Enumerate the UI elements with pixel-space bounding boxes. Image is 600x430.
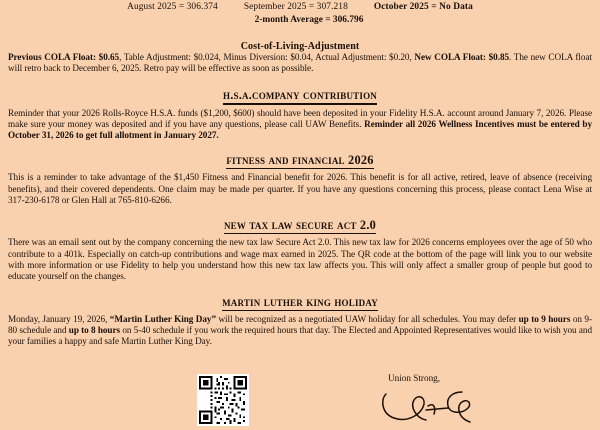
paragraph-mlk	[6, 314, 594, 348]
cpi-september: September 2025 = 307.218	[243, 2, 348, 12]
signature-image	[378, 384, 528, 430]
union-strong-text: Union Strong,	[388, 373, 441, 383]
paragraph-mlk-p1: Monday, January 19, 2026,	[8, 313, 110, 324]
heading-hsa-rest: company contribution	[252, 87, 377, 102]
paragraph-mlk-bold-8hours: up to 8 hours	[68, 324, 121, 335]
cola-adjustments: , Table Adjustment: $0.024, Minus Diversion: $0.04, Actual Adjustment: $0.20,	[119, 52, 415, 62]
cpi-october: October 2025 = No Data	[373, 2, 473, 12]
cola-paragraph	[6, 52, 594, 75]
page-footer	[0, 370, 600, 400]
cola-previous-float: Previous COLA Float: $0.65	[8, 52, 120, 62]
heading-hsa-text	[223, 88, 377, 105]
heading-hsa-company-contribution	[6, 86, 594, 105]
paragraph-hsa-wellness-bold: Reminder all 2026 Wellness Incentives must be entered by October 31, 2026 to get full allotment in January 2027.	[8, 118, 592, 141]
heading-fitness-text: fitness and financial 2026	[226, 153, 374, 168]
cola-new-float: New COLA Float: $0.85	[414, 52, 510, 62]
heading-mlk-text: martin luther king holiday	[222, 294, 378, 309]
heading-tax-text: new tax law secure act 2.0	[223, 218, 377, 233]
qr-code-svg	[199, 376, 247, 424]
cpi-two-month-average: 2-month Average = 306.796	[254, 15, 364, 25]
paragraph-fitness: This is a reminder to take advantage of the $1,450 Fitness and Financial benefit for 2026. This benefit is for all active, retired, leave of absence (receiving benefits), and their covered dependents. One claim may be made per quarter. If you have any questions concerning this process, please contact Lena Wise at 317-230-6178 or Glen Hall at 765-810-6266.	[8, 172, 592, 206]
heading-mlk-holiday	[6, 293, 594, 311]
paragraph-mlk-p3: on 9-80 schedule and	[8, 313, 592, 335]
paragraph-mlk-bold-day: “Martin Luther King Day”	[109, 313, 216, 324]
paragraph-mlk-bold-9hours: up to 9 hours	[518, 313, 571, 324]
paragraph-mlk-p4: on 5-40 schedule if you work the required hours that day. The Elected and Appointed Representatives would like to wish you and your families a happy and safe Martin Luther King Day.	[8, 324, 592, 347]
paragraph-mlk-p2: will be recognized as a negotiated UAW holiday for all schedules. You may defer	[216, 313, 519, 324]
qr-code-icon[interactable]	[197, 374, 249, 426]
cpi-august: August 2025 = 306.374	[127, 2, 218, 12]
heading-new-tax-law	[6, 216, 594, 234]
heading-hsa-lead: h.s.a.	[223, 87, 253, 102]
cola-title: Cost-of-Living-Adjustment	[240, 41, 360, 52]
paragraph-tax: There was an email sent out by the company concerning the new tax law Secure Act 2.0. This new tax law for 2026 concerns employees over the age of 50 who contribute to a 401k. Especially on catch-up contributions and wage max earned in 2025. The QR code at the bottom of the page will link you to our website with more information or use Fidelity to help you understand how this new tax law affects you. This will only affect a smaller group of people but good to educate yourself on the changes.	[8, 237, 592, 282]
cola-retro: . The new COLA float will retro back to December 6, 2025. Retro pay will be effective as soon as possible.	[8, 52, 592, 74]
paragraph-hsa	[6, 108, 594, 142]
cpi-figures-row	[6, 0, 594, 13]
heading-fitness-financial	[6, 151, 594, 169]
paragraph-hsa-text: Reminder that your 2026 Rolls-Royce H.S.A. funds ($1,200, $600) should have been deposited in your Fidelity H.S.A. account around January 7, 2026. Please make sure your money was deposited and if you have any questions, please call UAW Benefits.	[8, 107, 592, 129]
